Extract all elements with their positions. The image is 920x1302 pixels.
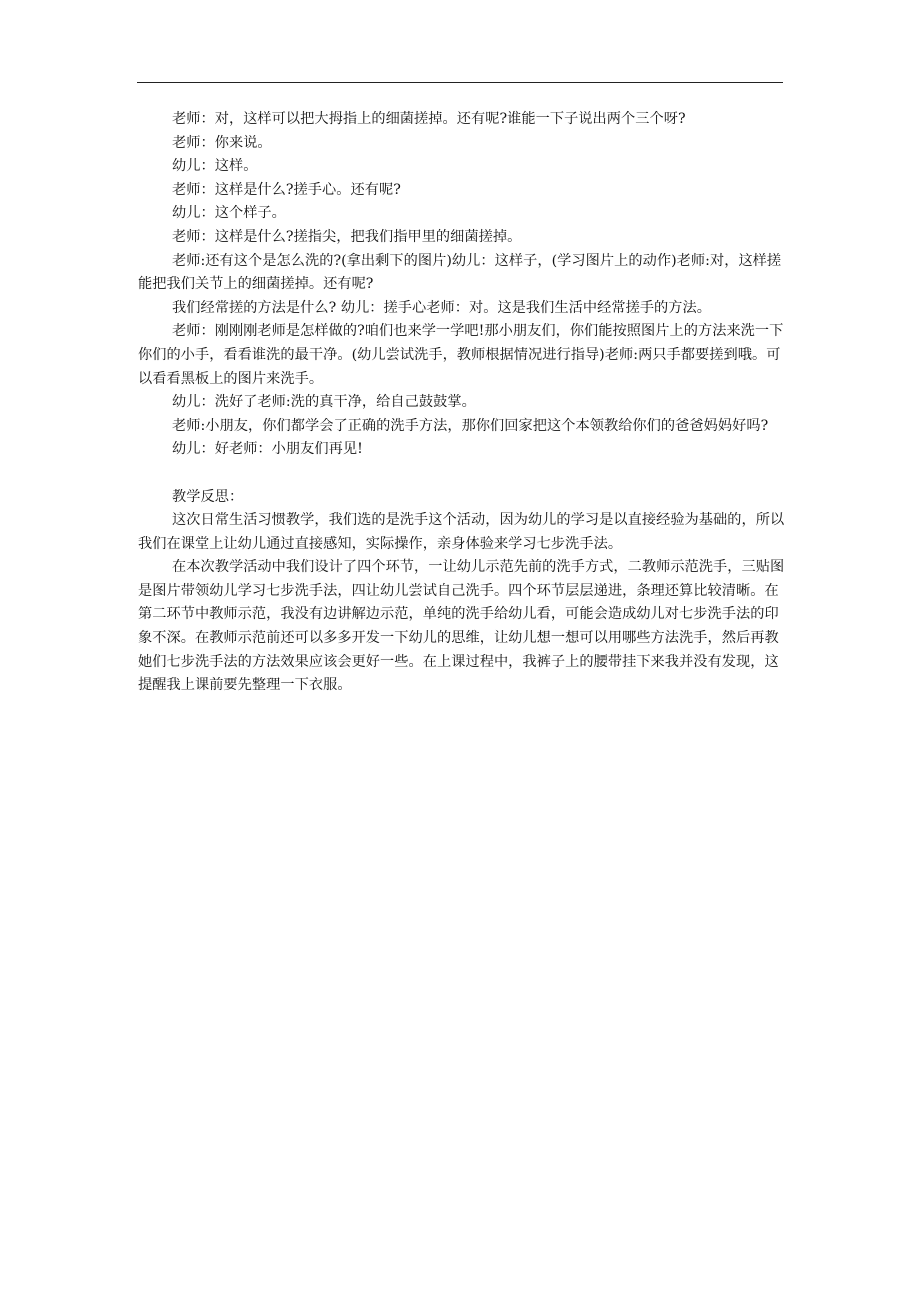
dialogue-line: 老师：这样是什么?搓指尖，把我们指甲里的细菌搓掉。 [172, 228, 522, 245]
dialogue-line: 老师：刚刚刚老师是怎样做的?咱们也来学一学吧!那小朋友们，你们能按照图片上的方法来洗一下你们的小手，看看谁洗的最干净。(幼儿尝试洗手，教师根据情况进行指导)老师:两只手都要搓到哦。可以看看黑板上的图片来洗手。 [138, 323, 784, 387]
dialogue-line: 我们经常搓的方法是什么? 幼儿：搓手心老师：对。这是我们生活中经常搓手的方法。 [172, 299, 712, 316]
dialogue-line: 幼儿：这样。 [172, 158, 258, 175]
section-gap [138, 462, 788, 486]
reflection-heading: 教学反思： [172, 488, 244, 505]
reflection-paragraph: 这次日常生活习惯教学，我们选的是洗手这个活动，因为幼儿的学习是以直接经验为基础的，所以我们在课堂上让幼儿通过直接感知，实际操作，亲身体验来学习七步洗手法。 [138, 512, 785, 552]
dialogue-line: 老师：这样是什么?搓手心。还有呢? [172, 181, 401, 198]
document-body [138, 108, 788, 698]
reflection-paragraph: 在本次教学活动中我们设计了四个环节，一让幼儿示范先前的洗手方式，二教师示范洗手，三贴图是图片带领幼儿学习七步洗手法，四让幼儿尝试自己洗手。四个环节层层递进，条理还算比较清晰。在第二环节中教师示范，我没有边讲解边示范，单纯的洗手给幼儿看，可能会造成幼儿对七步洗手法的印象不深。在教师示范前还可以多多开发一下幼儿的思维，让幼儿想一想可以用哪些方法洗手，然后再教她们七步洗手法的方法效果应该会更好一些。在上课过程中，我裤子上的腰带挂下来我并没有发现，这提醒我上课前要先整理一下衣服。 [138, 559, 785, 694]
dialogue-line: 幼儿：这个样子。 [172, 205, 286, 222]
dialogue-line: 老师:小朋友，你们都学会了正确的洗手方法，那你们回家把这个本领教给你们的爸爸妈妈好吗? [172, 417, 769, 434]
dialogue-line: 老师：你来说。 [172, 134, 272, 151]
dialogue-line: 幼儿：洗好了老师:洗的真干净，给自己鼓鼓掌。 [172, 394, 476, 411]
dialogue-line: 老师：对，这样可以把大拇指上的细菌搓掉。还有呢?谁能一下子说出两个三个呀? [172, 111, 686, 127]
dialogue-line: 老师:还有这个是怎么洗的?(拿出剩下的图片)幼儿：这样子，(学习图片上的动作)老师:对，这样搓能把我们关节上的细菌搓掉。还有呢? [138, 252, 782, 293]
dialogue-line: 幼儿：好老师：小朋友们再见! [172, 441, 363, 458]
header-rule [137, 82, 783, 83]
